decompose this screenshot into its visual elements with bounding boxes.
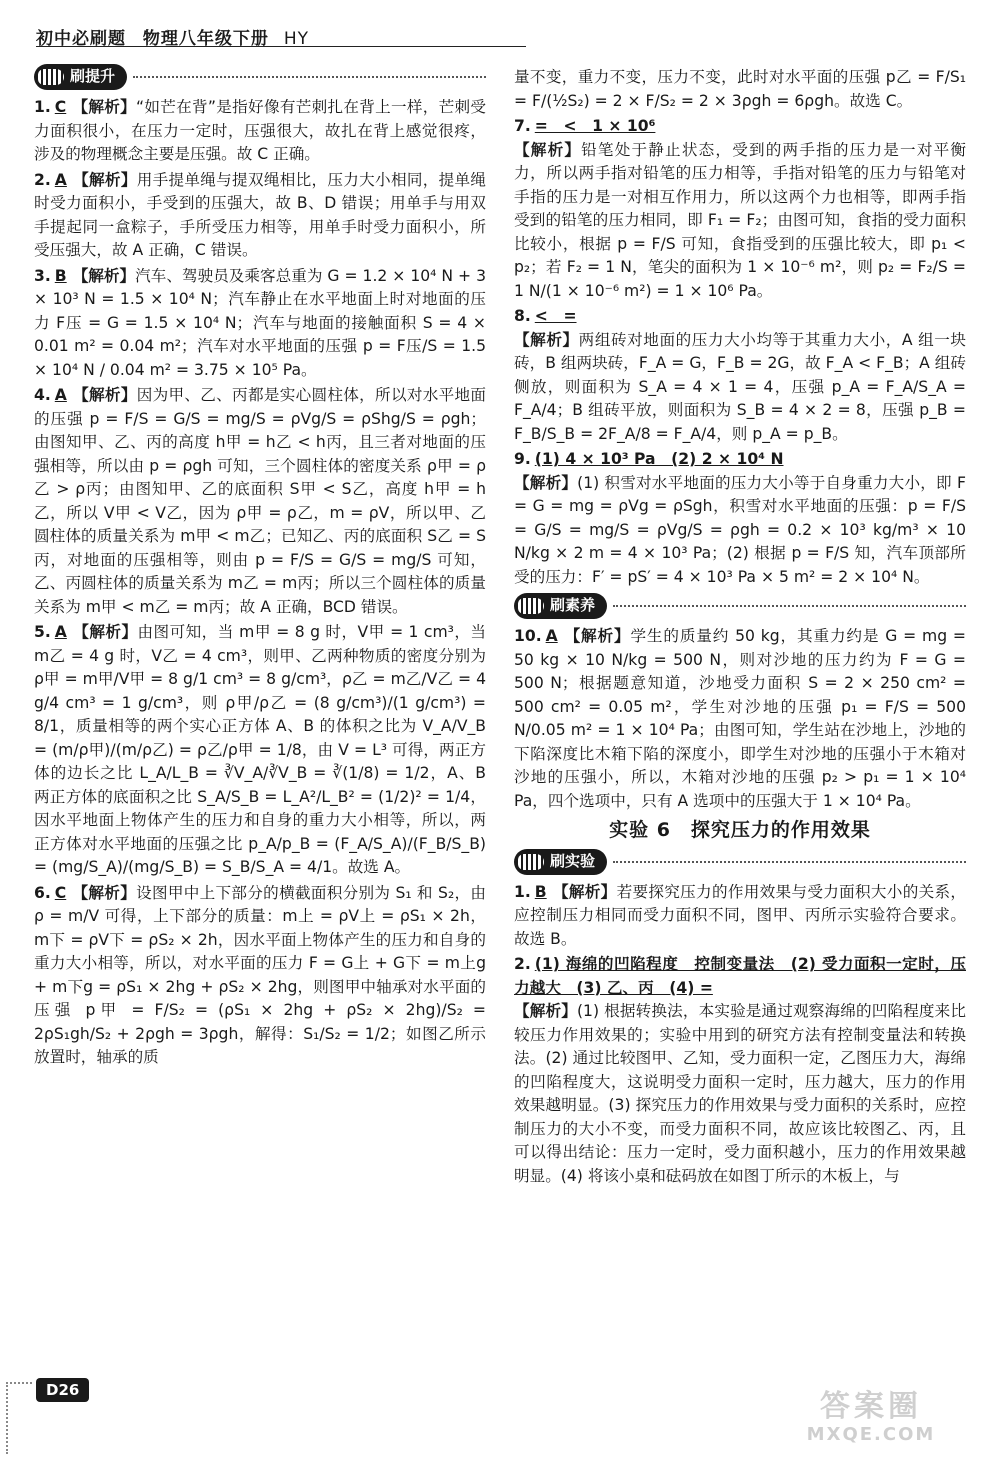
answer-item-7 bbox=[514, 115, 966, 303]
answer-item-10 bbox=[514, 625, 966, 813]
badge-row-shiyan bbox=[514, 849, 966, 875]
item-answer: A bbox=[54, 170, 67, 189]
answer-item-5 bbox=[34, 621, 486, 880]
item-answer: = < 1 × 10⁶ bbox=[534, 117, 656, 135]
hand-icon bbox=[38, 69, 64, 85]
left-column bbox=[34, 60, 486, 1072]
item-number: 2. bbox=[514, 955, 531, 973]
experiment-item-1 bbox=[514, 881, 966, 952]
analysis-tag: 【解析】 bbox=[563, 627, 631, 645]
analysis-text: (1) 积雪对水平地面的压力大小等于自身重力大小，即 F = G = mg = ρVg = ρSgh，积雪对水平地面的压强：p = F/S = G/S = mg/S = ρVg/S = ρgh = 0.2 × 10³ kg/m³ × 10 N/kg × 2 m = 4 × 10³ Pa；(2) 根据 p = F/S 知，汽车顶部所受的压力：F′ = pS′ = 4 × 10³ Pa × 5 m² = 2 × 10⁴ N。 bbox=[514, 473, 966, 586]
item-number: 10. bbox=[514, 627, 542, 645]
item-answer: B bbox=[534, 882, 547, 901]
item-answer: A bbox=[54, 623, 67, 641]
badge-row-tisheng bbox=[34, 64, 486, 90]
analysis-text: 两组砖对地面的压力大小均等于其重力大小，A 组一块砖，B 组两块砖，F_A = G，F_B = 2G，故 F_A < F_B；A 组砖侧放，则面积为 S_A = 4 × 1 = 4，压强 p_A = F_A/S_A = F_A/4；B 组砖平放，则面积为 S_B = 4 × 2 = 8，压强 p_B = F_B/S_B = 2F_A/8 = F_A/4，则 p_A = p_B。 bbox=[514, 330, 966, 443]
analysis-tag: 【解析】 bbox=[72, 386, 137, 404]
analysis-text: 因为甲、乙、丙都是实心圆柱体，所以对水平地面的压强 p = F/S = G/S = mg/S = ρVg/S = ρShg/S = ρgh；由图知甲、乙、丙的高度 h甲 = h乙 < h丙，且三者对地面的压强相等，所以由 p = ρgh 可知，三个圆柱体的密度关系 ρ甲 = ρ乙 > ρ丙；由图知甲、乙的底面积 S甲 < S乙，高度 h甲 = h乙，所以 V甲 < V乙，因为 ρ甲 = ρ乙，m = ρV，所以甲、乙圆柱体的质量关系为 m甲 < m乙；已知乙、丙的底面积 S乙 = S丙，对地面的压强相等，则由 p = F/S = G/S = mg/S 可知，乙、丙圆柱体的质量关系为 m乙 = m丙；所以三个圆柱体的质量关系为 m甲 < m乙 = m丙；故 A 正确，BCD 错误。 bbox=[34, 386, 486, 616]
item-answer: (1) 海绵的凹陷程度 控制变量法 (2) 受力面积一定时，压力越大 (3) 乙、丙 (4) = bbox=[514, 955, 966, 997]
badge-row-suyang bbox=[514, 593, 966, 619]
item-number: 2. bbox=[34, 170, 51, 189]
item-answer: (1) 4 × 10³ Pa (2) 2 × 10⁴ N bbox=[534, 450, 784, 468]
item-answer: C bbox=[54, 98, 67, 116]
badge-label: 刷素养 bbox=[550, 596, 596, 615]
hand-icon bbox=[518, 598, 544, 614]
item-answer: B bbox=[54, 266, 67, 285]
analysis-text: 若要探究压力的作用效果与受力面积大小的关系，应控制压力相同而受力面积不同，图甲、丙所示实验符合要求。故选 B。 bbox=[514, 882, 966, 948]
badge-label: 刷提升 bbox=[70, 67, 116, 86]
analysis-tag: 【解析】 bbox=[72, 883, 137, 902]
answer-item-4 bbox=[34, 384, 486, 619]
analysis-text: 设图甲中上下部分的横截面积分别为 S₁ 和 S₂，由 ρ = m/V 可得，上下部分的质量：m上 = ρV上 = ρS₁ × 2h，m下 = ρV下 = ρS₂ × 2h，因水平面上物体产生的压力和自身的重力大小相等，所以，对水平面的压力 F = G上 + G下 = m上g + m下g = ρS₁ × 2hg + ρS₂ × 2hg，则图甲中轴承对水平面的压强 p甲 = F/S₂ = (ρS₁ × 2hg + ρS₂ × 2hg)/S₂ = 2ρS₁gh/S₂ + 2ρgh = 3ρgh，解得：S₁/S₂ = 1/2；如图乙所示放置时，轴承的质 bbox=[34, 883, 486, 1066]
analysis-text: 用手提单绳与提双绳相比，压力大小相同，提单绳时受力面积小，手受到的压强大，故 B、D 错误；用单手与用双手提起同一盒粽子，手所受压力相等，用单手时受力面积小，所受压强大，故 A 正确，C 错误。 bbox=[34, 170, 486, 259]
section-badge-suyang bbox=[514, 593, 607, 619]
analysis-tag: 【解析】 bbox=[514, 1002, 577, 1020]
analysis-tag: 【解析】 bbox=[514, 473, 578, 492]
item-answer: < = bbox=[534, 307, 577, 325]
watermark-text: 答案圈 bbox=[820, 1389, 922, 1424]
analysis-text: 由图可知，当 m甲 = 8 g 时，V甲 = 1 cm³，当 m乙 = 4 g 时，V乙 = 4 cm³，则甲、乙两种物质的密度分别为 ρ甲 = m甲/V甲 = 8 g/1 cm³ = 8 g/cm³，ρ乙 = m乙/V乙 = 4 g/4 cm³ = 1 g/cm³，则 ρ甲/ρ乙 = (8 g/cm³)/(1 g/cm³) = 8/1，质量相等的两个实心正方体 A、B 的体积之比为 V_A/V_B = (m/ρ甲)/(m/ρ乙) = ρ乙/ρ甲 = 1/8，由 V = L³ 可得，两正方体的边长之比 L_A/L_B = ∛V_A/∛V_B = ∛(1/8) = 1/2，A、B 两正方体的底面积之比 S_A/S_B = L_A²/L_B² = (1/2)² = 1/4，因水平地面上物体产生的压力和自身的重力大小相等，所以，两正方体对水平地面的压强之比 p_A/p_B = (F_A/S_A)/(F_B/S_B) = (mg/S_A)/(mg/S_B) = S_B/S_A = 4/1。故选 A。 bbox=[34, 623, 486, 876]
analysis-text: 铅笔处于静止状态，受到的两手指的压力是一对平衡力，所以两手指对铅笔的压力相等，手指对铅笔的压力与铅笔对手指的压力是一对相互作用力，所以这两个力也相等，即两手指受到的铅笔的压力相同，即 F₁ = F₂；由图可知，食指的受力面积比较小，根据 p = F/S 可知，食指受到的压强比较大，即 p₁ < p₂；若 F₂ = 1 N，笔尖的面积为 1 × 10⁻⁶ m²，则 p₂ = F₂/S = 1 N/(1 × 10⁻⁶ m²) = 1 × 10⁶ Pa。 bbox=[514, 140, 966, 300]
analysis-text: 学生的质量约 50 kg，其重力约是 G = mg = 50 kg × 10 N/kg = 500 N，则对沙地的压力约为 F = G = 500 N；根据题意知道，沙地受力面积 S = 2 × 250 cm² = 500 cm² = 0.05 m²，学生对沙地的压强 p₁ = F/S = 500 N/0.05 m² = 1 × 10⁴ Pa；由图可知，学生站在沙地上，沙地的下陷深度比木箱下陷的深度小，即学生对沙地的压强小于木箱对沙地的压强小，所以，木箱对沙地的压强 p₂ > p₁ = 1 × 10⁴ Pa，四个选项中，只有 A 选项中的压强大于 1 × 10⁴ Pa。 bbox=[514, 627, 966, 810]
item-number: 9. bbox=[514, 450, 531, 468]
item-number: 1. bbox=[34, 98, 51, 116]
item-number: 3. bbox=[34, 266, 51, 285]
dotted-divider bbox=[133, 76, 486, 78]
analysis-text: 量不变，重力不变，压力不变，此时对水平面的压强 p乙 = F/S₁ = F/(½S₂) = 2 × F/S₂ = 2 × 3ρgh = 6ρgh。故选 C。 bbox=[514, 68, 966, 110]
badge-label: 刷实验 bbox=[550, 851, 596, 870]
answer-item-8 bbox=[514, 305, 966, 446]
subject-title: 物理八年级下册 bbox=[142, 29, 269, 49]
right-column bbox=[514, 66, 966, 1190]
section-badge-tisheng bbox=[34, 64, 127, 90]
hand-icon bbox=[518, 854, 544, 870]
answer-item-2 bbox=[34, 169, 486, 263]
item-number: 1. bbox=[514, 882, 531, 901]
analysis-tag: 【解析】 bbox=[72, 170, 137, 189]
analysis-tag: 【解析】 bbox=[72, 266, 136, 285]
analysis-text: 汽车、驾驶员及乘客总重为 G = 1.2 × 10⁴ N + 3 × 10³ N = 1.5 × 10⁴ N；汽车静止在水平地面上时对地面的压力 F压 = G = 1.5 × 10⁴ N；汽车与地面的接触面积 S = 4 × 0.01 m² = 0.04 m²；汽车对水平地面的压强 p = F压/S = 1.5 × 10⁴ N / 0.04 m² = 3.75 × 10⁵ Pa。 bbox=[34, 266, 486, 379]
section-badge-shiyan bbox=[514, 849, 607, 875]
watermark-logo bbox=[766, 1390, 976, 1450]
analysis-tag: 【解析】 bbox=[72, 623, 138, 641]
answer-item-9 bbox=[514, 448, 966, 589]
series-title: 初中必刷题 bbox=[36, 29, 126, 49]
header-rule bbox=[36, 46, 526, 47]
item-answer: C bbox=[54, 883, 67, 902]
analysis-tag: 【解析】 bbox=[72, 98, 137, 116]
experiment-item-2 bbox=[514, 953, 966, 1188]
section-title-experiment-6: 实验 6 探究压力的作用效果 bbox=[609, 819, 871, 841]
item-answer: A bbox=[54, 386, 67, 404]
answer-item-6 bbox=[34, 882, 486, 1070]
analysis-tag: 【解析】 bbox=[552, 882, 617, 901]
answer-item-1 bbox=[34, 96, 486, 167]
dotted-divider bbox=[613, 605, 966, 607]
analysis-tag: 【解析】 bbox=[514, 330, 579, 349]
dotted-divider bbox=[613, 861, 966, 863]
watermark-url: MXQE.COM bbox=[806, 1424, 936, 1445]
edition-label: HY bbox=[283, 29, 310, 49]
answer-item-3 bbox=[34, 265, 486, 383]
page-number: D26 bbox=[36, 1378, 89, 1402]
analysis-tag: 【解析】 bbox=[514, 140, 582, 159]
item-answer: A bbox=[545, 627, 558, 645]
item-number: 4. bbox=[34, 386, 51, 404]
answer-item-6-continued bbox=[514, 66, 966, 113]
item-number: 7. bbox=[514, 117, 531, 135]
analysis-text: (1) 根据转换法，本实验是通过观察海绵的凹陷程度来比较压力作用效果的；实验中用到的研究方法有控制变量法和转换法。(2) 通过比较图甲、乙知，受力面积一定，乙图压力大，海绵的凹陷程度大，这说明受力面积一定时，压力越大，压力的作用效果越明显。(3) 探究压力的作用效果与受力面积的关系时，应控制压力的大小不变，而受力面积不同，故应该比较图乙、丙，且可以得出结论：压力一定时，受力面积越小，压力的作用效果越明显。(4) 将该小桌和砝码放在如图丁所示的木板上，与 bbox=[514, 1002, 966, 1185]
corner-decoration bbox=[6, 1382, 32, 1454]
analysis-text: “如芒在背”是指好像有芒刺扎在背上一样，芒刺受力面积很小，在压力一定时，压强很大，故扎在背上感觉很疼，涉及的物理概念主要是压强。故 C 正确。 bbox=[34, 98, 486, 163]
item-number: 5. bbox=[34, 623, 51, 641]
item-number: 6. bbox=[34, 883, 51, 902]
item-number: 8. bbox=[514, 307, 531, 325]
